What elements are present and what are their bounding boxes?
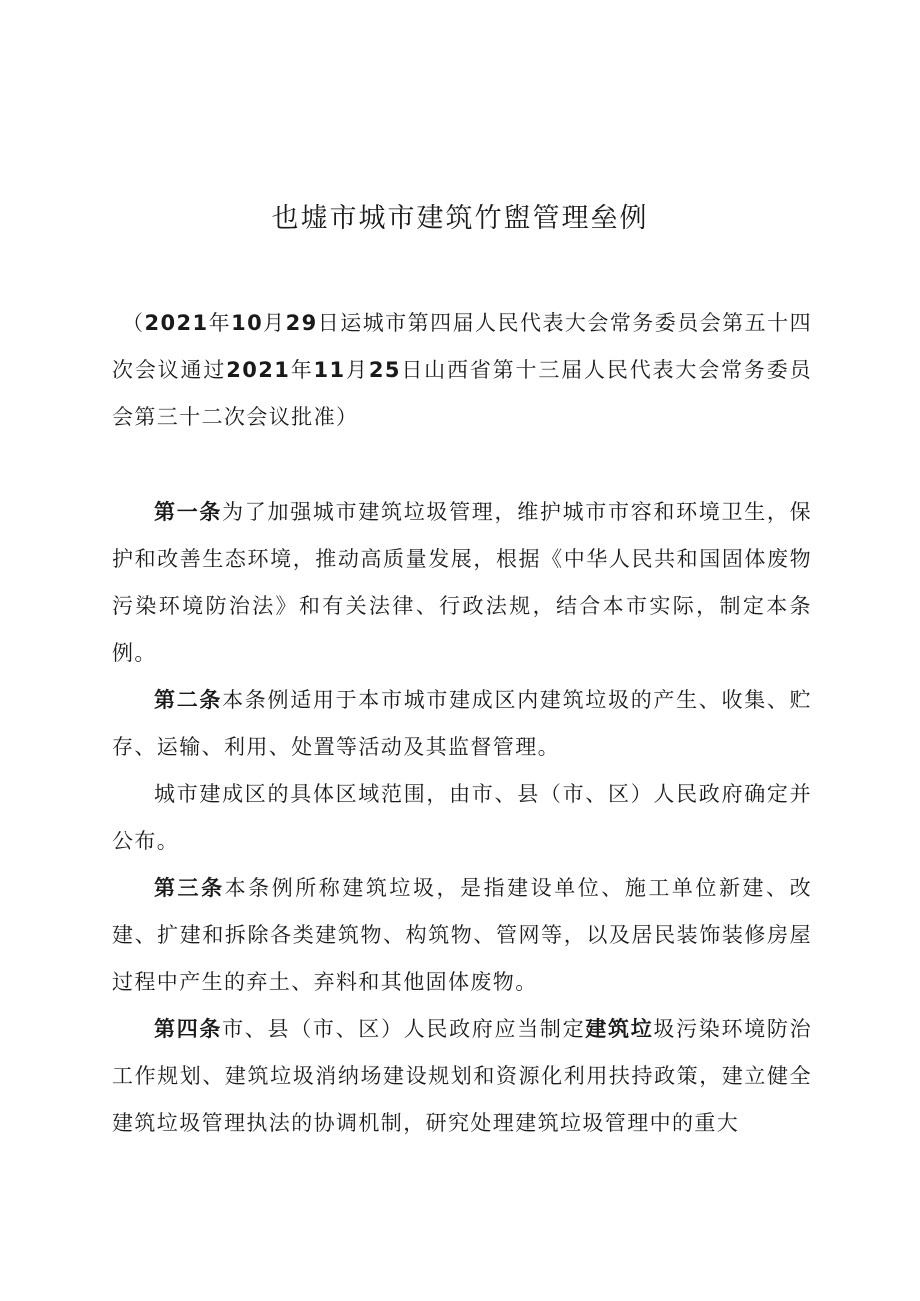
article-4-text-before: 市、县（市、区）人民政府应当制定 (222, 1017, 586, 1041)
article-4-emphasis: 建筑垃 (585, 1017, 654, 1041)
article-4-text-after: 圾污染环境防治工作规划、建筑垃圾消纳场建设规划和资源化利用扶持政策，建立健全建筑垃圾管理执法的协调机制，研究处理建筑垃圾管理中的重大 (112, 1017, 813, 1135)
article-3-text: 本条例所称建筑垃圾，是指建设单位、施工单位新建、改建、扩建和拆除各类建筑物、构筑物、管网等，以及居民装饰装修房屋过程中产生的弃土、弃料和其他固体废物。 (112, 876, 812, 994)
adoption-note-day-2: 25 (368, 358, 401, 382)
adoption-note-month-1: 10 (231, 311, 264, 335)
adoption-note-year-2: 2021 (226, 358, 291, 382)
article-1-number: 第一条 (154, 500, 223, 524)
adoption-note-year-1: 2021 (144, 311, 209, 335)
adoption-note-text-2: 月 (263, 311, 286, 335)
article-4 (112, 1006, 812, 1147)
article-2-paragraph-2-text: 城市建成区的具体区域范围，由市、县（市、区）人民政府确定并公布。 (112, 782, 812, 853)
adoption-note-text-3: 日运城市第四届人民代表大会常务委员会第五十四次会议通过 (112, 311, 812, 382)
article-3 (112, 865, 812, 1006)
article-2-text: 本条例适用于本市城市建成区内建筑垃圾的产生、收集、贮存、运输、利用、处置等活动及其监督管理。 (112, 688, 812, 759)
adoption-note-day-1: 29 (285, 311, 318, 335)
adoption-note-month-2: 11 (313, 358, 346, 382)
article-1 (112, 489, 812, 677)
document-body (112, 300, 812, 1147)
article-2-number: 第二条 (154, 688, 223, 712)
adoption-note-open-paren: （ (122, 311, 145, 335)
adoption-note-text-1: 年 (208, 311, 232, 335)
document-title: 也墟市城市建筑竹盥管理垒例 (271, 203, 649, 234)
article-4-number: 第四条 (154, 1017, 223, 1041)
adoption-note (112, 300, 812, 441)
adoption-note-text-5: 月 (345, 358, 369, 382)
article-2-paragraph-2 (112, 771, 812, 865)
adoption-note-text-6: 日山西省第十三届人民代表大会常务委员会第三十二次会议批准） (112, 358, 812, 429)
article-1-text: 为了加强城市建筑垃圾管理，维护城市市容和环境卫生，保护和改善生态环境，推动高质量发展，根据《中华人民共和国固体废物污染环境防治法》和有关法律、行政法规，结合本市实际，制定本条例。 (112, 500, 812, 665)
article-3-number: 第三条 (154, 876, 225, 900)
adoption-note-text-4: 年 (290, 358, 314, 382)
article-2 (112, 677, 812, 771)
